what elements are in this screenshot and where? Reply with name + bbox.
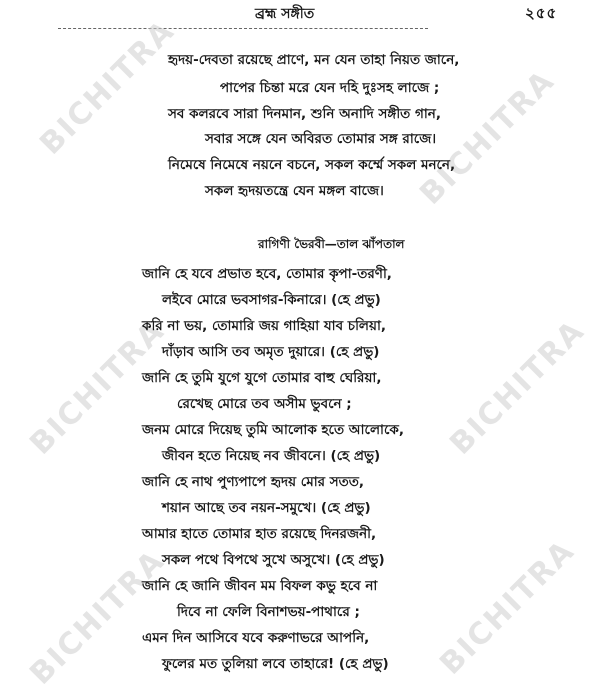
verse-line: নিমেষে নিমেষে নয়নে বচনে, সকল কর্ম্মে সকল মননে, [168,157,456,173]
verse-line: শয়ান আছে তব নয়ন-সমুখে। (হে প্রভু) [162,500,371,516]
verse-line: রেখেছ মোরে তব অসীম ভুবনে ; [177,396,352,412]
watermark: BICHITRA [23,543,172,692]
verse-line: করি না ভয়, তোমারি জয় গাহিয়া যাব চলিয়া, [142,318,386,334]
verse-line: জনম মোরে দিয়েছ তুমি আলোক হতে আলোকে, [142,422,404,438]
page-number: ২৫৫ [525,4,558,22]
verse-line: এমন দিন আসিবে যবে করুণাভরে আপনি, [142,630,370,646]
verse-line: দাঁড়াব আসি তব অমৃত দুয়ারে। (হে প্রভু) [162,344,380,360]
verse-line: জীবন হতে নিয়েছ নব জীবনে। (হে প্রভু) [162,448,381,464]
verse-line: জানি হে যবে প্রভাত হবে, তোমার কৃপা-তরণী, [142,266,392,282]
verse-line: ফুলের মত তুলিয়া লবে তাহারে! (হে প্রভু) [162,656,389,672]
raga-tala-heading: রাগিণী ভৈরবী—তাল ঝাঁপতাল [258,237,405,251]
watermark: BICHITRA [413,63,562,212]
watermark: BICHITRA [443,313,592,462]
header-rule [58,28,428,29]
verse-line: জানি হে জানি জীবন মম বিফল কভু হবে না [142,578,378,594]
running-header-title: ব্রহ্ম সঙ্গীত [255,6,315,22]
verse-line: পাপের চিন্তা মরে যেন দহি দুঃসহ লাজে ; [220,80,440,96]
verse-line: জানি হে নাথ পুণ্যপাপে হৃদয় মোর সতত, [142,474,365,490]
verse-line: সবার সঙ্গে যেন অবিরত তোমার সঙ্গ রাজে। [205,131,437,147]
verse-line: হৃদয়-দেবতা রয়েছে প্রাণে, মন যেন তাহা নিয়ত জানে, [168,52,460,68]
watermark: BICHITRA [433,533,582,682]
verse-line: লইবে মোরে ভবসাগর-কিনারে। (হে প্রভু) [162,292,381,308]
watermark: BICHITRA [33,13,182,162]
verse-line: আমার হাতে তোমার হাত রয়েছে দিনরজনী, [142,526,377,542]
verse-line: জানি হে তুমি যুগে যুগে তোমার বাহু ঘেরিয়া, [142,370,382,386]
verse-line: সব কলরবে সারা দিনমান, শুনি অনাদি সঙ্গীত গান, [168,106,441,122]
verse-line: দিবে না ফেলি বিনাশভয়-পাথারে ; [177,604,360,620]
watermark: BICHITRA [23,313,172,462]
verse-line: সকল হৃদয়তন্ত্রে যেন মঙ্গল বাজে। [205,183,384,199]
verse-line: সকল পথে বিপথে সুখে অসুখে। (হে প্রভু) [162,552,385,568]
